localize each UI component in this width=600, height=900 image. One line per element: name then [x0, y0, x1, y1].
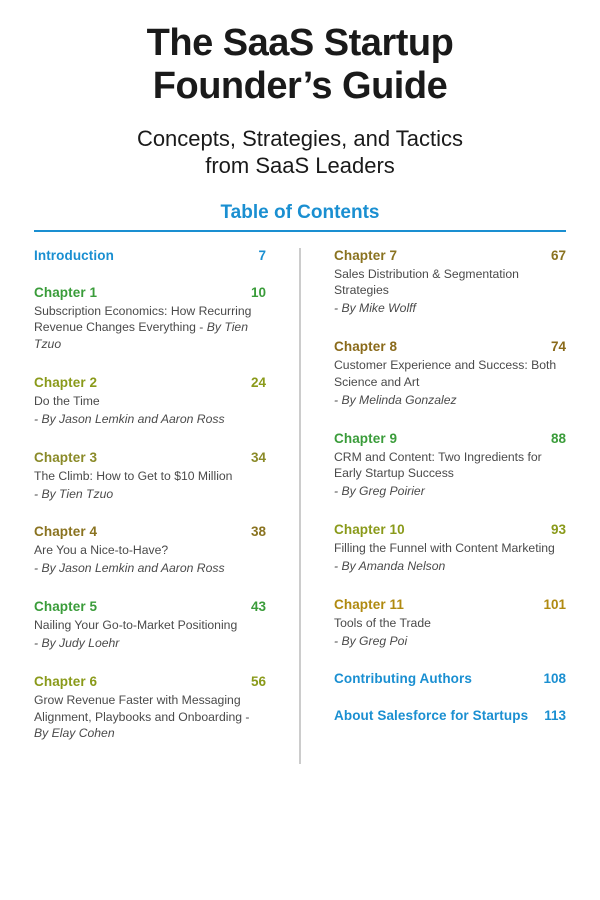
page-subtitle [34, 125, 566, 180]
toc-entry[interactable] [34, 524, 266, 577]
toc-entry-head [334, 671, 566, 686]
toc-entry-description [34, 692, 266, 742]
toc-entry[interactable] [334, 597, 566, 650]
toc-entry-page-number: 108 [543, 671, 566, 687]
toc-entry-page-number: 88 [550, 430, 566, 446]
toc-entry[interactable] [334, 431, 566, 500]
toc-columns [34, 248, 566, 765]
toc-entry[interactable] [34, 285, 266, 353]
toc-left-column [34, 248, 300, 765]
toc-entry-author: - By Jason Lemkin and Aaron Ross [34, 561, 225, 576]
toc-entry-description: Sales Distribution & Segmentation Strategies [334, 266, 519, 298]
toc-entry-label[interactable]: Chapter 9 [334, 430, 398, 446]
toc-entry-page-number: 67 [550, 247, 566, 263]
toc-entry-description: Filling the Funnel with Content Marketing [334, 541, 555, 556]
toc-entry-label[interactable]: Chapter 8 [334, 339, 398, 355]
toc-entry-page-number: 10 [250, 284, 266, 300]
toc-entry-description: Tools of the Trade [334, 615, 431, 630]
title-block [34, 22, 566, 180]
toc-entry-head [334, 522, 566, 537]
toc-entry[interactable] [334, 671, 566, 686]
toc-entry[interactable] [34, 674, 266, 742]
toc-entry-page-number: 24 [250, 375, 266, 391]
toc-entry-description-text: Grow Revenue Faster with Messaging Alignment, Playbooks and Onboarding - [34, 692, 250, 724]
toc-entry-description: The Climb: How to Get to $10 Million [34, 468, 233, 483]
toc-entry-description: Are You a Nice-to-Have? [34, 543, 169, 558]
toc-entry-page-number: 56 [250, 673, 266, 689]
subtitle-line-1: Concepts, Strategies, and Tactics [136, 125, 464, 151]
page-title [34, 22, 566, 109]
toc-entry-author: - By Tien Tzuo [34, 486, 114, 501]
toc-entry[interactable] [34, 375, 266, 428]
toc-entry-head [34, 599, 266, 614]
toc-entry-head [34, 524, 266, 539]
toc-entry-description: Customer Experience and Success: Both Science and Art [334, 358, 557, 389]
toc-entry-author: - By Jason Lemkin and Aaron Ross [34, 411, 225, 426]
subtitle-line-2: from SaaS Leaders [205, 153, 395, 179]
toc-entry-author: - By Melinda Gonzalez [334, 392, 457, 407]
toc-entry-page-number: 113 [544, 708, 566, 724]
toc-entry-page-number: 43 [250, 599, 266, 615]
toc-entry[interactable] [34, 450, 266, 503]
toc-entry[interactable] [34, 248, 266, 263]
toc-entry-label[interactable]: Chapter 11 [334, 596, 405, 612]
toc-right-column [300, 248, 566, 765]
toc-entry-label[interactable]: Chapter 1 [34, 284, 98, 300]
toc-entry-head [334, 597, 566, 612]
toc-entry-label[interactable]: Introduction [34, 247, 114, 263]
toc-entry-label[interactable]: Chapter 4 [34, 524, 98, 540]
toc-entry-author: - By Amanda Nelson [334, 558, 446, 573]
toc-entry-head [34, 375, 266, 390]
toc-entry[interactable] [334, 708, 566, 723]
toc-entry-label[interactable]: Chapter 10 [334, 522, 405, 538]
toc-entry[interactable] [334, 522, 566, 575]
toc-entry-label[interactable]: Chapter 6 [34, 673, 98, 689]
toc-entry-page-number: 74 [550, 339, 566, 355]
toc-entry-head [34, 674, 266, 689]
toc-entry-label[interactable]: Contributing Authors [334, 671, 472, 687]
heading-divider-rule [34, 230, 566, 232]
toc-entry-label[interactable]: Chapter 7 [334, 247, 398, 263]
toc-entry-page-number: 93 [550, 522, 566, 538]
toc-entry-label[interactable]: About Salesforce for Startups [334, 708, 529, 724]
toc-entry-head [34, 450, 266, 465]
toc-entry-head [334, 339, 566, 354]
toc-entry-author: - By Judy Loehr [34, 635, 120, 650]
toc-entry-label[interactable]: Chapter 5 [34, 599, 98, 615]
toc-entry-head [334, 431, 566, 446]
toc-entry-label[interactable]: Chapter 3 [34, 449, 98, 465]
toc-entry-page-number: 34 [250, 449, 266, 465]
toc-entry-page-number: 38 [250, 524, 266, 540]
toc-entry-description-text: Subscription Economics: How Recurring Revenue Changes Everything - [34, 303, 252, 335]
toc-entry-description [34, 303, 266, 353]
toc-entry-label[interactable]: Chapter 2 [34, 375, 98, 391]
toc-entry-page-number: 101 [543, 596, 566, 612]
toc-entry[interactable] [334, 339, 566, 408]
toc-entry[interactable] [334, 248, 566, 317]
toc-entry-page-number: 7 [258, 247, 266, 263]
toc-entry-head [334, 248, 566, 263]
toc-entry-head [334, 708, 566, 723]
toc-entry-head [34, 248, 266, 263]
toc-entry-author: - By Greg Poi [334, 633, 408, 648]
toc-entry-author: - By Greg Poirier [334, 484, 425, 499]
toc-entry-head [34, 285, 266, 300]
toc-entry-author: By Tien Tzuo [34, 320, 248, 352]
table-of-contents-heading: Table of Contents [220, 201, 380, 223]
toc-entry-description: CRM and Content: Two Ingredients for Early Startup Success [334, 449, 542, 481]
title-line-1: The SaaS Startup [146, 22, 454, 64]
toc-entry-description: Do the Time [34, 394, 100, 409]
title-line-2: Founder’s Guide [152, 65, 448, 108]
toc-entry[interactable] [34, 599, 266, 652]
toc-entry-author: By Elay Cohen [34, 726, 115, 741]
toc-entry-description: Nailing Your Go-to-Market Positioning [34, 618, 238, 633]
column-divider [300, 248, 301, 765]
toc-entry-author: - By Mike Wolff [334, 301, 416, 316]
